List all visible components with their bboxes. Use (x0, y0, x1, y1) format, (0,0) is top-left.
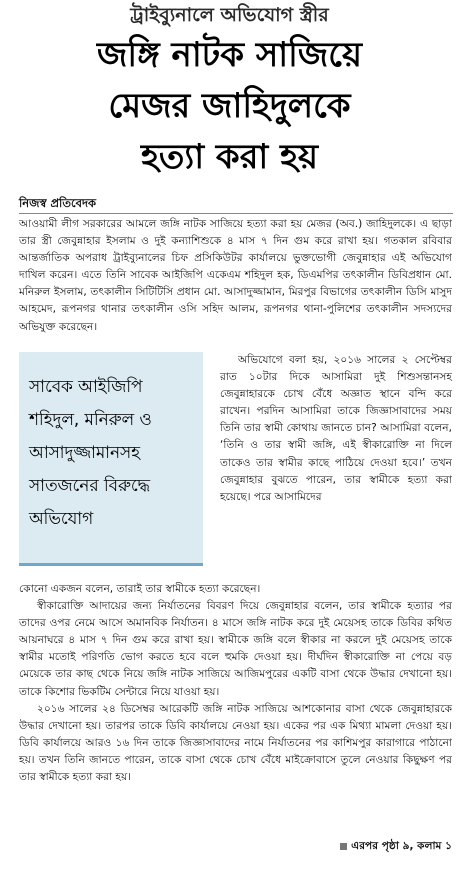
kicker: ট্রাইব্যুনালে অভিযোগ স্ত্রীর (130, 4, 329, 26)
article-column (220, 352, 452, 506)
headline (4, 30, 455, 183)
square-bullet-icon (340, 843, 347, 850)
continued-on (340, 838, 452, 855)
headline-line: জঙ্গি নাটক সাজিয়ে (97, 35, 362, 75)
pull-quote-line: সাবেক আইজিপি (29, 376, 143, 396)
paragraph: অভিযোগে বলা হয়, ২০১৬ সালের ২ সেপ্টেম্বর রাত ১০টার দিকে আসামিরা দুই শিশুসন্তানসহ জেবুন্নাহারকে চোখ বেঁধে অজ্ঞাত স্থানে বন্দি করে রাখেন। পরদিন আসামিরা তাকে জিজ্ঞাসাবাদের সময় তিনি তার স্বামী কোথায় জানতে চান? আসামিরা বলেন, ‘তিনি ও তার স্বামী জঙ্গি, এই স্বীকারোক্তি না দিলে তাকেও তার স্বামীর কাছে পাঠিয়ে দেওয়া হবে।’ তখন জেবুন্নাহার বুঝতে পারেন, তার স্বামীকে হত্যা করা হয়েছে। পরে আসামিদের (220, 354, 452, 503)
article-lead (19, 216, 452, 336)
article-body (19, 581, 452, 786)
byline-divider (19, 213, 453, 214)
pull-quote-line: অভিযোগ (29, 508, 94, 528)
paragraph: কোনো একজন বলেন, তারাই তার স্বামীকে হত্যা করেছেন। (19, 583, 261, 595)
pull-quote-line: সাতজনের বিরুদ্ধে (29, 475, 150, 495)
continued-on-label: এরপর পৃষ্ঠা ৯, কলাম ১ (351, 840, 452, 852)
paragraph: ২০১৬ সালের ২৪ ডিসেম্বর আরেকটি জঙ্গি নাটক সাজিয়ে আশকোনার বাসা থেকে জেবুন্নাহারকে উদ্ধার দেখানো হয়। তারপর তাকে ডিবি কার্যালয়ে নেওয়া হয়। একের পর এক মিথ্যা মামলা দেওয়া হয়। ডিবি কার্যালয়ে আরও ১৬ দিন তাকে জিজ্ঞাসাবাদের নামে নির্যাতনের পর কাশিমপুর কারাগারে পাঠানো হয়। তখন তিনি জানতে পারেন, তাকে বাসা থেকে চোখ বেঁধে মাইক্রোবাসে তুলে নেওয়ার কিছুক্ষণ পর তার স্বামীকে হত্যা করা হয়। (19, 702, 452, 784)
pull-quote-line: আসাদুজ্জামানসহ (29, 442, 140, 462)
byline: নিজস্ব প্রতিবেদক (19, 196, 97, 210)
paragraph: স্বীকারোক্তি আদায়ের জন্য নির্যাতনের বিবরণ দিয়ে জেবুন্নাহার বলেন, তার স্বামীকে হত্যার পর তাদের ওপর নেমে আসে অমানবিক নির্যাতন। ৪ মাসে জঙ্গি নাটক করে দুই মেয়েসহ তাকে ডিবির কথিত আয়নাঘরে ৪ মাস ৭ দিন গুম করে রাখা হয়। স্বামীকে জঙ্গি বলে স্বীকার না করলে দুই মেয়েসহ তাকে স্বামীর মতোই পরিণতি ভোগ করতে হবে বলে হুমকি দেওয়া হয়। দীর্ঘদিন স্বীকারোক্তি না পেয়ে বড় মেয়েকে তার কাছ থেকে নিয়ে জঙ্গি নাটক সাজিয়ে আজিমপুরের একটি বাসা থেকে উদ্ধার দেখানো হয়। তাকে কিশোর ভিকটিম সেন্টারে নিয়ে যাওয়া হয়। (19, 600, 452, 698)
paragraph: আওয়ামী লীগ সরকারের আমলে জঙ্গি নাটক সাজিয়ে হত্যা করা হয় মেজর (অব.) জাহিদুলকে। এ ছাড়া তার স্ত্রী জেবুন্নাহার ইসলাম ও দুই কন্যাশিশুকে ৪ মাস ৭ দিন গুম করে রাখা হয়। গতকাল রবিবার আন্তর্জাতিক অপরাধ ট্রাইব্যুনালের চিফ প্রসিকিউটর কার্যালয়ে ভুক্তভোগী জেবুন্নাহার এই অভিযোগ দাখিল করেন। এতে তিনি সাবেক আইজিপি একেএম শহিদুল হক, ডিএমপির তৎকালীন ডিবিপ্রধান মো. মনিরুল ইসলাম, তৎকালীন সিটিটিসি প্রধান মো. আসাদুজ্জামান, মিরপুর বিভাগের তৎকালীন ডিসি মাসুদ আহমেদ, রূপনগর থানার তৎকালীন ওসি সহিদ আলম, রূপনগর থানা-পুলিশের তৎকালীন সদস্যদের অভিযুক্ত করেছেন। (19, 218, 452, 333)
headline-line: হত্যা করা হয় (140, 137, 318, 177)
headline-line: মেজর জাহিদুলকে (108, 86, 351, 126)
pull-quote-line: শহিদুল, মনিরুল ও (29, 409, 152, 429)
pull-quote (19, 352, 203, 566)
